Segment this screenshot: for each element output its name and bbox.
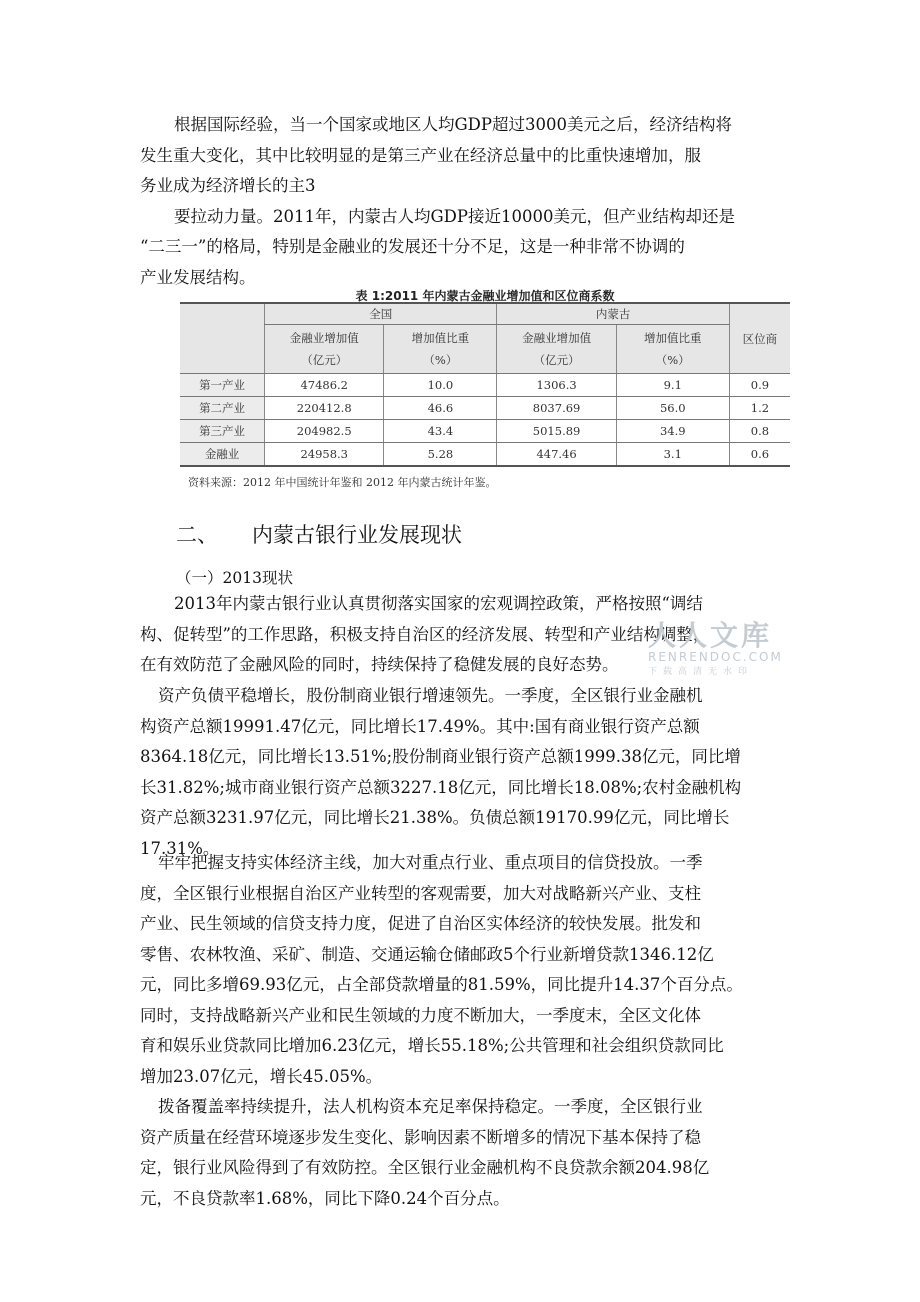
header-label: 金融业增加值	[289, 331, 359, 345]
cell: 10.0	[384, 374, 497, 397]
text-line: 2013年内蒙古银行业认真贯彻落实国家的宏观调控政策，严格按照“调结	[174, 594, 703, 613]
text-line: 长31.82%;城市商业银行资产总额3227.18亿元，同比增长18.08%;农村金融机构	[140, 777, 742, 797]
watermark-slogan: 下载高清无水印	[648, 667, 754, 677]
intro-paragraph	[140, 110, 780, 293]
header-region: 内蒙古	[497, 303, 729, 325]
table-title: 表 1:2011 年内蒙古金融业增加值和区位商系数	[355, 289, 615, 303]
cell: 8037.69	[497, 397, 616, 420]
text-line: 产业发展结构。	[140, 267, 256, 287]
text-line: 元，同比多增69.93亿元，占全部贷款增量的81.59%，同比提升14.37个百分点。	[140, 975, 743, 994]
cell: 447.46	[497, 443, 616, 467]
table-row	[180, 420, 790, 443]
text-line: 育和娱乐业贷款同比增加6.23亿元，增长55.18%;公共管理和社会组织贷款同比	[140, 1036, 724, 1055]
cell: 34.9	[616, 420, 729, 443]
header-unit: （亿元）	[301, 353, 348, 367]
subsection-heading: （一）2013现状	[176, 569, 293, 587]
table-row	[180, 443, 790, 467]
finance-table	[180, 302, 790, 467]
header-nat-share	[384, 325, 497, 374]
text-line: 根据国际经验，当一个国家或地区人均GDP超过3000美元之后，经济结构将	[174, 115, 733, 134]
header-unit: （%）	[423, 353, 458, 367]
text-line: 资产质量在经营环境逐步发生变化、影响因素不断增多的情况下基本保持了稳	[140, 1127, 701, 1147]
header-reg-value	[497, 325, 616, 374]
cell: 0.9	[729, 374, 790, 397]
cell: 5015.89	[497, 420, 616, 443]
cell: 3.1	[616, 443, 729, 467]
text-line: 零售、农林牧渔、采矿、制造、交通运输仓储邮政5个行业新增贷款1346.12亿	[140, 944, 714, 964]
watermark-text: 人人文库	[648, 619, 773, 652]
text-line: 同时，支持战略新兴产业和民生领域的力度不断加大，一季度末，全区文化体	[140, 1005, 701, 1025]
text-line: 在有效防范了金融风险的同时，持续保持了稳健发展的良好态势。	[140, 655, 619, 674]
cell: 43.4	[384, 420, 497, 443]
text-line: 元，不良贷款率1.68%，同比下降0.24个百分点。	[140, 1188, 510, 1208]
text-line: 定，银行业风险得到了有效防控。全区银行业金融机构不良贷款余额204.98亿	[140, 1158, 710, 1177]
header-nat-value	[265, 325, 384, 374]
text-line: “二三一”的格局，特别是金融业的发展还十分不足，这是一种非常不协调的	[140, 237, 685, 256]
text-line: 拨备覆盖率持续提升，法人机构资本充足率保持稳定。一季度，全区银行业	[158, 1097, 703, 1116]
row-label: 第三产业	[180, 420, 265, 443]
cell: 204982.5	[265, 420, 384, 443]
row-label: 第二产业	[180, 397, 265, 420]
section-title: 内蒙古银行业发展现状	[252, 523, 462, 547]
cell: 24958.3	[265, 443, 384, 467]
text-line: 发生重大变化，其中比较明显的是第三产业在经济总量中的比重快速增加，服	[140, 145, 701, 165]
paragraph-credit	[140, 848, 780, 1092]
text-line: 产业、民生领域的信贷支持力度，促进了自治区实体经济的较快发展。批发和	[140, 914, 701, 933]
text-line: 8364.18亿元，同比增长13.51%;股份制商业银行资产总额1999.38亿元，同比增	[140, 747, 741, 766]
text-line: 要拉动力量。2011年，内蒙古人均GDP接近10000美元，但产业结构却还是	[174, 206, 735, 226]
text-line: 增加23.07亿元，增长45.05%。	[140, 1066, 383, 1086]
header-unit: （%）	[655, 353, 690, 367]
watermark-logo	[648, 614, 808, 684]
table-corner-cell	[180, 303, 265, 374]
text-line: 牢牢把握支持实体经济主线，加大对重点行业、重点项目的信贷投放。一季	[158, 853, 703, 872]
table-source-note: 资料来源：2012 年中国统计年鉴和 2012 年内蒙古统计年鉴。	[188, 476, 497, 489]
row-label: 第一产业	[180, 374, 265, 397]
cell: 1306.3	[497, 374, 616, 397]
header-label: 增加值比重	[411, 331, 470, 345]
text-line: 度，全区银行业根据自治区产业转型的客观需要，加大对战略新兴产业、支柱	[140, 883, 701, 903]
cell: 47486.2	[265, 374, 384, 397]
header-unit: （亿元）	[533, 353, 580, 367]
table-row	[180, 374, 790, 397]
cell: 0.8	[729, 420, 790, 443]
paragraph-assets	[140, 681, 780, 864]
text-line: 务业成为经济增长的主3	[140, 176, 316, 195]
watermark-site: RENRENDOC.COM	[648, 650, 783, 664]
section-heading	[176, 519, 462, 549]
cell: 46.6	[384, 397, 497, 420]
text-line: 资产总额3231.97亿元，同比增长21.38%。负债总额19170.99亿元，同比增长	[140, 808, 730, 827]
header-reg-share	[616, 325, 729, 374]
section-number: 二、	[176, 523, 218, 547]
text-line: 构、促转型”的工作思路，积极支持自治区的经济发展、转型和产业结构调整，	[140, 624, 710, 644]
cell: 1.2	[729, 397, 790, 420]
header-label: 金融业增加值	[522, 331, 592, 345]
header-location-quotient: 区位商	[729, 303, 790, 374]
text-line: 17.31%。	[140, 838, 220, 858]
row-label: 金融业	[180, 443, 265, 467]
header-label: 增加值比重	[644, 331, 702, 345]
header-national: 全国	[265, 303, 497, 325]
cell: 0.6	[729, 443, 790, 467]
cell: 56.0	[616, 397, 729, 420]
text-line: 资产负债平稳增长，股份制商业银行增速领先。一季度，全区银行业金融机	[158, 686, 703, 705]
cell: 220412.8	[265, 397, 384, 420]
text-line: 构资产总额19991.47亿元，同比增长17.49%。其中:国有商业银行资产总额	[140, 716, 700, 736]
cell: 5.28	[384, 443, 497, 467]
paragraph-provisioning	[140, 1092, 780, 1214]
table-row	[180, 397, 790, 420]
cell: 9.1	[616, 374, 729, 397]
